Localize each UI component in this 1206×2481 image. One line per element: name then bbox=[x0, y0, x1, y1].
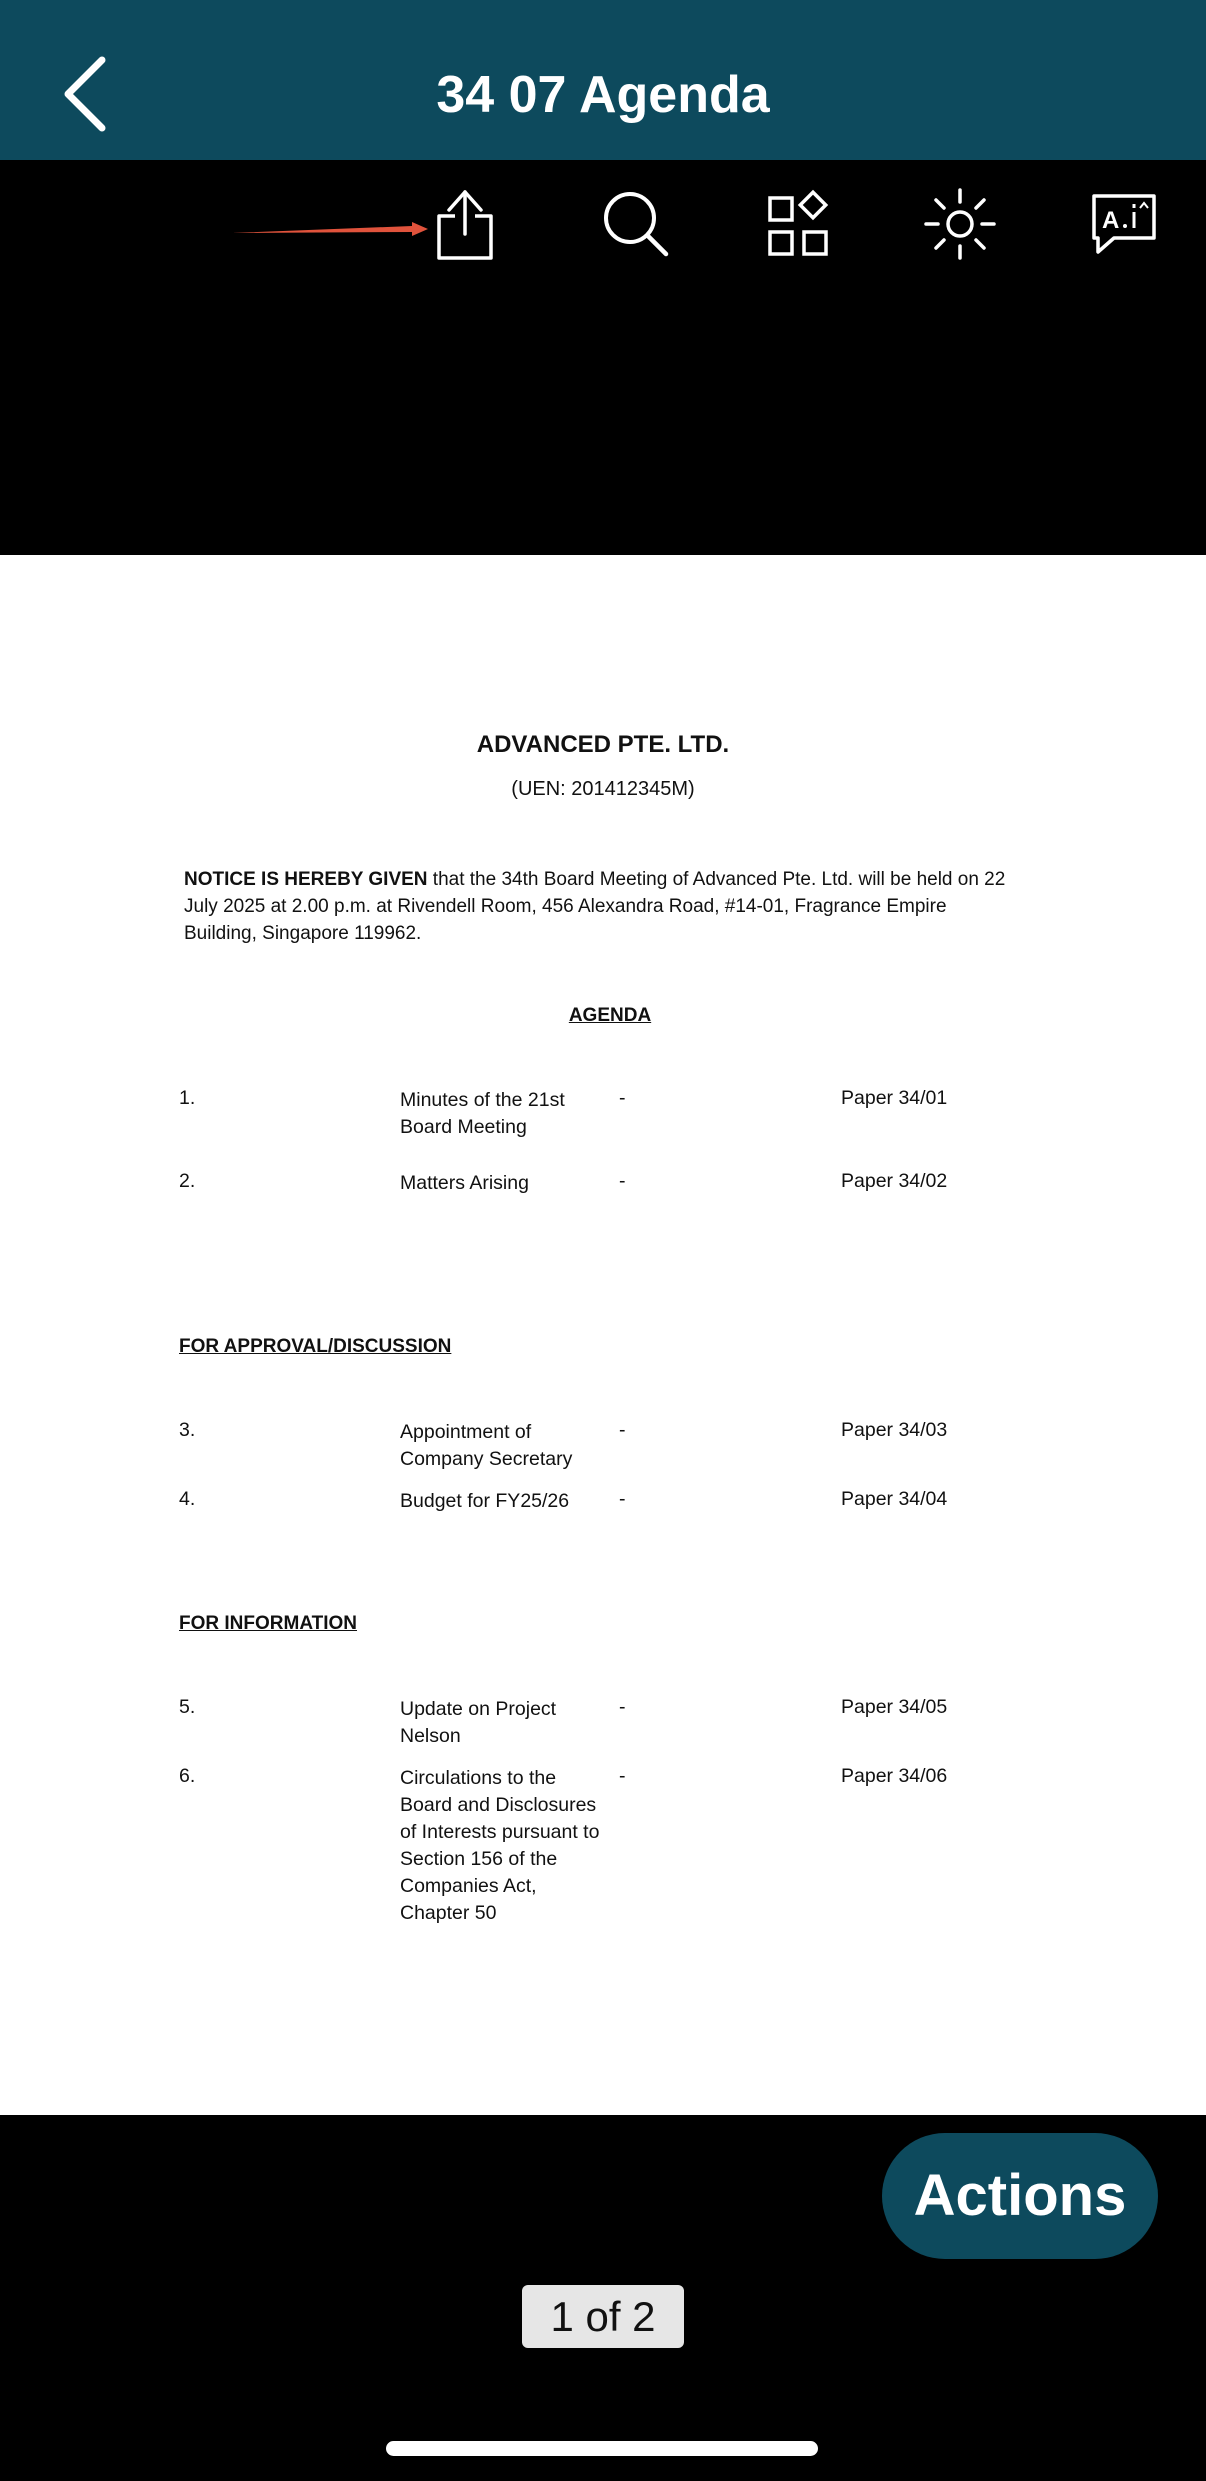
company-uen: (UEN: 201412345M) bbox=[511, 778, 695, 800]
svg-text:A: A bbox=[1102, 207, 1120, 234]
item-number: 4. bbox=[179, 1488, 196, 1510]
approval-heading: FOR APPROVAL/DISCUSSION bbox=[179, 1336, 452, 1357]
notice-lead: NOTICE IS HEREBY GIVEN bbox=[184, 869, 428, 890]
item-dash: - bbox=[619, 1488, 626, 1510]
home-indicator[interactable] bbox=[386, 2441, 818, 2456]
agenda-heading: AGENDA bbox=[568, 1005, 652, 1026]
item-paper: Paper 34/04 bbox=[841, 1488, 948, 1510]
page-indicator: 1 of 2 bbox=[522, 2285, 684, 2348]
item-paper: Paper 34/03 bbox=[841, 1419, 948, 1441]
item-title: Matters Arising bbox=[400, 1172, 529, 1194]
item-dash: - bbox=[619, 1419, 626, 1441]
item-title: Update on Project Nelson bbox=[400, 1698, 557, 1747]
item-title: Budget for FY25/26 bbox=[400, 1490, 570, 1512]
item-number: 1. bbox=[179, 1087, 196, 1109]
item-dash: - bbox=[619, 1087, 626, 1109]
item-paper: Paper 34/01 bbox=[841, 1087, 948, 1109]
brightness-icon[interactable] bbox=[920, 182, 1000, 262]
text-size-icon[interactable] bbox=[1084, 182, 1164, 262]
item-number: 5. bbox=[179, 1696, 196, 1718]
item-dash: - bbox=[619, 1765, 626, 1787]
notice-body: that the 34th Board Meeting of Advanced Pte. Ltd. will be held on 22 July 2025 at 2.00 p.m. at Rivendell Room, 456 Alexandra Road, #14-01, Fragrance Empire Building, Singapore 119962. bbox=[184, 869, 1006, 944]
item-title: Circulations to the Board and Disclosures of Interests pursuant to Section 156 of the Companies Act, Chapter 50 bbox=[400, 1767, 600, 1924]
item-title: Minutes of the 21st Board Meeting bbox=[400, 1089, 565, 1138]
item-paper: Paper 34/06 bbox=[841, 1765, 948, 1787]
company-name: ADVANCED PTE. LTD. bbox=[476, 731, 730, 758]
app-header bbox=[0, 0, 1206, 160]
item-dash: - bbox=[619, 1170, 626, 1192]
item-dash: - bbox=[619, 1696, 626, 1718]
item-paper: Paper 34/02 bbox=[841, 1170, 948, 1192]
item-paper: Paper 34/05 bbox=[841, 1696, 948, 1718]
document-title: 34 07 Agenda bbox=[436, 66, 770, 124]
item-number: 2. bbox=[179, 1170, 196, 1192]
toolbar bbox=[0, 160, 1206, 285]
item-number: 3. bbox=[179, 1419, 196, 1441]
search-icon[interactable] bbox=[596, 182, 676, 262]
meeting-notice bbox=[184, 866, 1024, 947]
apps-icon[interactable] bbox=[758, 182, 838, 262]
information-heading: FOR INFORMATION bbox=[179, 1613, 358, 1634]
document-page bbox=[0, 555, 1206, 2115]
actions-button[interactable]: Actions bbox=[882, 2133, 1158, 2259]
item-number: 6. bbox=[179, 1765, 196, 1787]
item-title: Appointment of Company Secretary bbox=[400, 1421, 573, 1470]
hint-arrow-icon bbox=[230, 220, 430, 240]
share-icon[interactable] bbox=[425, 182, 505, 262]
